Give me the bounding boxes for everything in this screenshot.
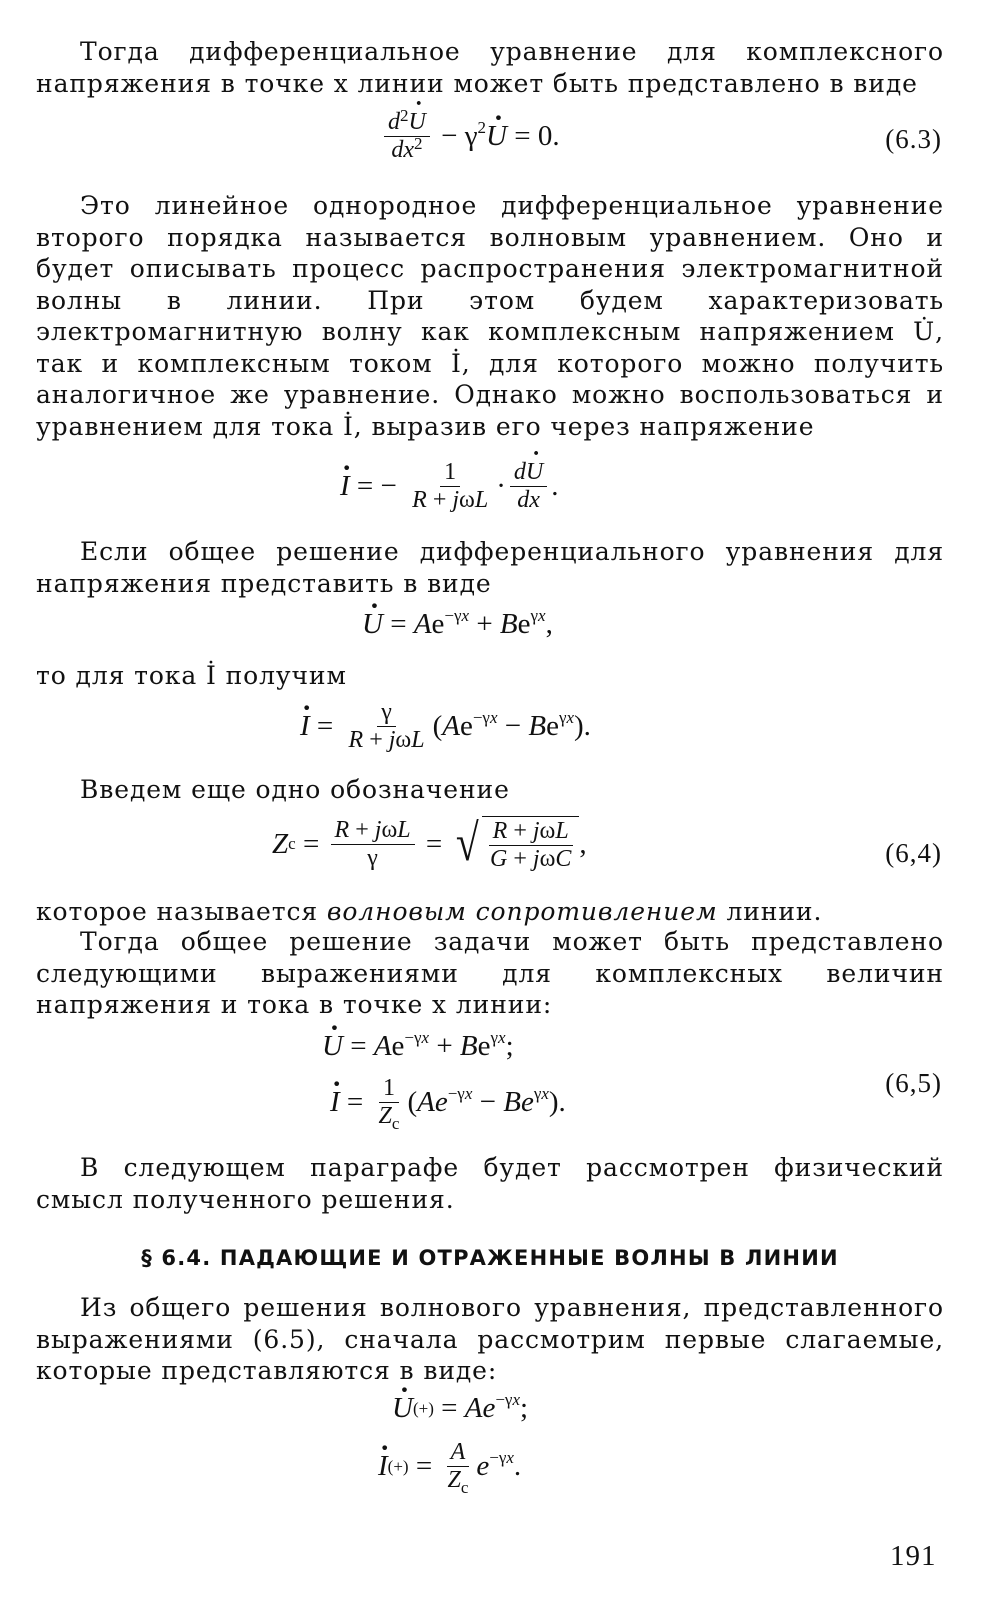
equation-forward-current: · I (+) = $\frac{A}{Z_с}$ $e^{-\gamma x}$. [378, 1440, 521, 1493]
page-number: 191 [890, 1540, 937, 1572]
equation-number-6-3: (6.3) [885, 124, 942, 154]
fraction-1-over-impedance: $\frac{1}{\text{R + jωL}}$ [412, 459, 489, 514]
paragraph-1: Тогда дифференциальное уравнение для комплексного напряжения в точке x линии может быть представлено в виде [36, 37, 944, 98]
paragraph-6-emphasis: волновым сопротивлением [326, 897, 718, 926]
equation-6-4: Z с = $\frac{\text{R + jωL}}{\gamma}$ = √ $\frac{\text{R + jωL}}{\text{G + jωC}}$ , [272, 815, 587, 873]
equation-current-from-voltage: · I = − $\frac{1}{\text{R + jωL}}$ · $\frac{d\cdot U}{dx}$ . [340, 460, 558, 513]
fraction-a-over-zc: $\frac{A}{Z_с}$ [447, 1439, 469, 1498]
fraction-impedance-over-gamma: $\frac{\text{R + jωL}}{\gamma}$ [331, 818, 415, 871]
equation-6-3: $\frac{d^2\cdot U}{dx^2}$ − $\gamma^2\cdot U = 0$. [380, 110, 560, 163]
equation-6-5-current: · I = $\frac{1}{Z_с}$ $(Ae^{-\gamma x} - Be^{\gamma x})$. [330, 1076, 566, 1129]
fraction-1-over-zc: $\frac{1}{Z_с}$ [378, 1075, 400, 1134]
fraction-impedance-over-admittance: $\frac{\text{R + jωL}}{\text{G + jωC}}$ [490, 818, 572, 873]
square-root: √ $\frac{\text{R + jωL}}{\text{G + jωC}}$ [453, 816, 579, 872]
fraction-du-dx: $\frac{d\cdot U}{dx}$ [510, 460, 547, 513]
equation-general-voltage: · U = $Ae^{-\gamma x} + Be^{\gamma x}$, [362, 608, 553, 641]
equation-6-5-voltage: · U = $Ae^{-\gamma x} + Be^{\gamma x}$; [322, 1030, 514, 1063]
section-heading: § 6.4. ПАДАЮЩИЕ И ОТРАЖЕННЫЕ ВОЛНЫ В ЛИНИИ [141, 1246, 839, 1270]
paragraph-5: Введем еще одно обозначение [80, 775, 510, 804]
paragraph-2: Это линейное однородное дифференциальное уравнение второго порядка называется волновым уравнением. Оно и будет описывать процесс распространения электромагнитной волны в линии. При этом будем характеризовать электромагнитную волну как комплексным напряжением U̇, так и комплексным током İ, для которого можно получить аналогичное же уравнение. Однако можно воспользоваться и уравнением для тока İ, выразив его через напряжение [36, 191, 944, 441]
paragraph-9: Из общего решения волнового уравнения, представленного выражениями (6.5), сначала рассмотрим первые слагаемые, которые представляются в виде: [36, 1293, 944, 1385]
paragraph-4: то для тока İ получим [36, 661, 347, 690]
equation-number-6-5: (6,5) [885, 1068, 942, 1098]
fraction-d2u-dx2: $\frac{d^2\cdot U}{dx^2}$ [384, 110, 430, 163]
equation-general-current: · I = $\frac{\gamma}{\text{R + jωL}}$ $(Ae^{-\gamma x} - Be^{\gamma x})$. [300, 700, 591, 753]
equation-forward-voltage: · U (+) = $Ae^{-\gamma x}$; [392, 1392, 528, 1425]
paragraph-6-tail: линии. [717, 897, 823, 926]
paragraph-6-text: которое называется [36, 897, 327, 926]
fraction-gamma-over-impedance: $\frac{\gamma}{\text{R + jωL}}$ [348, 699, 425, 754]
paragraph-6 [36, 896, 944, 928]
paragraph-7: Тогда общее решение задачи может быть представлено следующими выражениями для комплексных величин напряжения и тока в точке x линии: [36, 927, 944, 1019]
paragraph-3: Если общее решение дифференциального уравнения для напряжения представить в виде [36, 537, 944, 598]
equation-number-6-4: (6,4) [885, 838, 942, 868]
paragraph-8: В следующем параграфе будет рассмотрен физический смысл полученного решения. [36, 1153, 944, 1214]
